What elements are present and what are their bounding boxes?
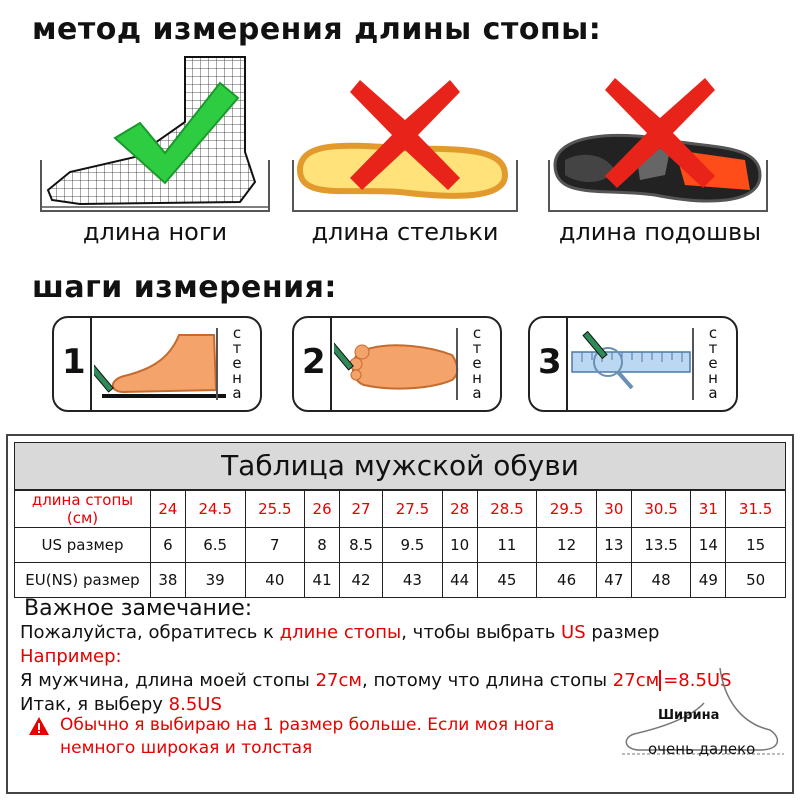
table-cell: 6.5 (185, 528, 245, 563)
step-number: 1 (62, 342, 86, 382)
table-cell: 28 (442, 491, 477, 528)
table-cell: 41 (305, 563, 340, 598)
table-cell: 27.5 (383, 491, 443, 528)
wall-line (692, 328, 694, 400)
note-example-label: Например: (20, 646, 122, 667)
table-cell: 47 (596, 563, 631, 598)
table-cell: 14 (691, 528, 726, 563)
table-cell: 26 (305, 491, 340, 528)
wall-line (456, 328, 458, 400)
row-label: EU(NS) размер (15, 563, 151, 598)
step-number: 2 (302, 342, 326, 382)
table-cell: 8.5 (340, 528, 383, 563)
table-cell: 9.5 (383, 528, 443, 563)
table-row (15, 528, 786, 563)
table-cell: 48 (631, 563, 691, 598)
table-cell: 50 (726, 563, 786, 598)
table-row (15, 563, 786, 598)
table-cell: 15 (726, 528, 786, 563)
step-card-1 (52, 316, 262, 412)
size-table (14, 490, 786, 598)
warning-icon (28, 716, 50, 736)
table-cell: 8 (305, 528, 340, 563)
note-title: Важное замечание: (24, 596, 253, 621)
note-line-choice: Итак, я выберу 8.5US (20, 694, 222, 715)
method-label-insole-length: длина стельки (311, 218, 499, 246)
method-label-foot-length: длина ноги (82, 218, 228, 246)
divider (330, 318, 332, 410)
foot-side-illustration (94, 330, 234, 402)
table-cell: 43 (383, 563, 443, 598)
table-cell: 49 (691, 563, 726, 598)
step-number: 3 (538, 342, 562, 382)
table-cell: 13 (596, 528, 631, 563)
wall-label: с т е н а (708, 324, 718, 402)
table-cell: 29.5 (537, 491, 597, 528)
table-cell: 11 (477, 528, 537, 563)
table-cell: 25.5 (245, 491, 305, 528)
table-cell: 42 (340, 563, 383, 598)
method-bracket-insole (292, 160, 518, 212)
table-cell: 30 (596, 491, 631, 528)
method-bracket-foot (40, 160, 270, 212)
table-cell: 10 (442, 528, 477, 563)
ruler-illustration (570, 330, 710, 402)
row-label: длина стопы (см) (15, 491, 151, 528)
wall-label: с т е н а (232, 324, 242, 402)
method-bracket-sole (548, 160, 768, 212)
table-cell: 6 (151, 528, 186, 563)
wall-label: с т е н а (472, 324, 482, 402)
table-title: Таблица мужской обуви (221, 449, 579, 482)
table-cell: 40 (245, 563, 305, 598)
table-cell: 24 (151, 491, 186, 528)
foot-width-label: Ширина (658, 708, 720, 723)
page-title: метод измерения длины стопы: (32, 12, 602, 47)
foot-top-illustration (334, 330, 474, 402)
table-title-bar (14, 442, 786, 490)
table-cell: 27 (340, 491, 383, 528)
table-cell: 13.5 (631, 528, 691, 563)
wall-line (216, 328, 218, 400)
divider (90, 318, 92, 410)
table-cell: 30.5 (631, 491, 691, 528)
size-chart-panel (6, 434, 794, 794)
table-cell: 39 (185, 563, 245, 598)
table-row (15, 491, 786, 528)
method-label-sole-length: длина подошвы (558, 218, 762, 246)
table-cell: 44 (442, 563, 477, 598)
table-cell: 46 (537, 563, 597, 598)
table-cell: 38 (151, 563, 186, 598)
table-cell: 24.5 (185, 491, 245, 528)
table-cell: 45 (477, 563, 537, 598)
divider (566, 318, 568, 410)
table-cell: 12 (537, 528, 597, 563)
table-cell: 31.5 (726, 491, 786, 528)
table-cell: 31 (691, 491, 726, 528)
table-cell: 7 (245, 528, 305, 563)
steps-title: шаги измерения: (32, 270, 337, 305)
step-card-2 (292, 316, 502, 412)
note-line-instruction: Пожалуйста, обратитесь к длине стопы, чтобы выбрать US размер (20, 622, 660, 643)
note-line-example: Я мужчина, длина моей стопы 27см, потому что длина стопы 27см =8.5US (20, 670, 732, 691)
foot-length-label: очень далеко (648, 740, 756, 758)
row-label: US размер (15, 528, 151, 563)
step-card-3 (528, 316, 738, 412)
table-cell: 28.5 (477, 491, 537, 528)
warning-text: Обычно я выбираю на 1 размер больше. Если моя нога немного широкая и толстая (60, 715, 555, 758)
